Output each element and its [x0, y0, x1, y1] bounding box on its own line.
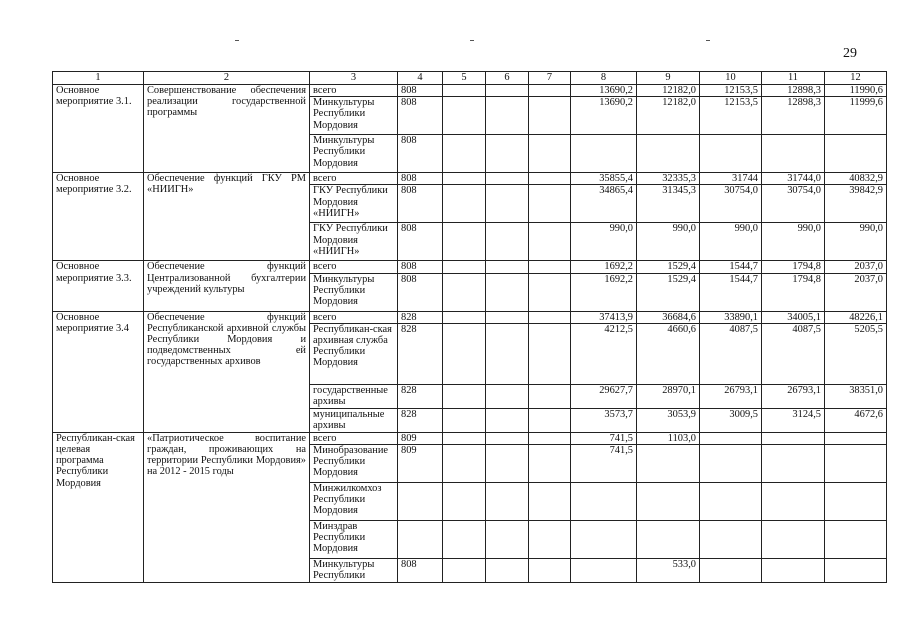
column-number: 6 — [486, 72, 529, 85]
amount-cell: 12153,5 — [700, 85, 762, 97]
amount-cell — [762, 483, 825, 521]
amount-cell: 39842,9 — [825, 185, 887, 223]
amount-cell: 12898,3 — [762, 97, 825, 135]
amount-cell — [762, 135, 825, 173]
empty-cell — [486, 323, 529, 384]
amount-cell: 4212,5 — [571, 323, 637, 384]
empty-cell — [486, 311, 529, 323]
empty-cell — [529, 559, 571, 583]
amount-cell: 1103,0 — [637, 432, 700, 444]
event-cell: Основное мероприятие 3.3. — [53, 261, 144, 311]
amount-cell — [825, 445, 887, 483]
empty-cell — [529, 445, 571, 483]
amount-cell: 3009,5 — [700, 408, 762, 432]
empty-cell — [486, 432, 529, 444]
budget-code-cell: 808 — [398, 97, 443, 135]
budget-code-cell: 828 — [398, 408, 443, 432]
amount-cell — [762, 559, 825, 583]
empty-cell — [443, 559, 486, 583]
scan-marks — [0, 40, 905, 46]
empty-cell — [443, 323, 486, 384]
program-cell: «Патриотическое воспитание граждан, проживающих на территории Республики Мордовия» на 2012 - 2015 годы — [144, 432, 310, 582]
amount-cell: 26793,1 — [700, 384, 762, 408]
amount-cell: 30754,0 — [762, 185, 825, 223]
empty-cell — [443, 483, 486, 521]
amount-cell: 11999,6 — [825, 97, 887, 135]
column-number: 5 — [443, 72, 486, 85]
column-number: 4 — [398, 72, 443, 85]
amount-cell: 1794,8 — [762, 273, 825, 311]
table-row — [53, 173, 887, 185]
amount-cell — [825, 521, 887, 559]
amount-cell: 31345,3 — [637, 185, 700, 223]
budget-table — [52, 71, 887, 583]
empty-cell — [443, 185, 486, 223]
empty-cell — [529, 408, 571, 432]
amount-cell: 741,5 — [571, 445, 637, 483]
budget-code-cell: 828 — [398, 384, 443, 408]
amount-cell: 3573,7 — [571, 408, 637, 432]
amount-cell — [825, 559, 887, 583]
program-cell: Обеспечение функций Централизованной бухгалтерии учреждений культуры — [144, 261, 310, 311]
executor-cell: Минкультуры Республики — [310, 559, 398, 583]
amount-cell: 29627,7 — [571, 384, 637, 408]
amount-cell — [825, 432, 887, 444]
scan-mark — [706, 40, 710, 41]
amount-cell: 12153,5 — [700, 97, 762, 135]
column-number: 7 — [529, 72, 571, 85]
empty-cell — [486, 559, 529, 583]
empty-cell — [486, 261, 529, 273]
amount-cell: 990,0 — [700, 223, 762, 261]
amount-cell — [637, 521, 700, 559]
amount-cell: 5205,5 — [825, 323, 887, 384]
amount-cell: 32335,3 — [637, 173, 700, 185]
empty-cell — [486, 135, 529, 173]
empty-cell — [529, 521, 571, 559]
amount-cell: 4087,5 — [762, 323, 825, 384]
amount-cell: 11990,6 — [825, 85, 887, 97]
amount-cell: 13690,2 — [571, 97, 637, 135]
amount-cell: 12182,0 — [637, 85, 700, 97]
column-number: 2 — [144, 72, 310, 85]
empty-cell — [529, 97, 571, 135]
budget-code-cell: 808 — [398, 185, 443, 223]
column-number: 11 — [762, 72, 825, 85]
amount-cell: 2037,0 — [825, 273, 887, 311]
executor-cell: всего — [310, 311, 398, 323]
event-cell: Основное мероприятие 3.1. — [53, 85, 144, 173]
amount-cell — [637, 135, 700, 173]
amount-cell — [700, 521, 762, 559]
column-number: 10 — [700, 72, 762, 85]
amount-cell — [762, 445, 825, 483]
amount-cell: 990,0 — [637, 223, 700, 261]
empty-cell — [486, 185, 529, 223]
empty-cell — [443, 223, 486, 261]
empty-cell — [529, 261, 571, 273]
empty-cell — [443, 432, 486, 444]
empty-cell — [529, 384, 571, 408]
amount-cell: 1529,4 — [637, 261, 700, 273]
amount-cell: 1692,2 — [571, 273, 637, 311]
empty-cell — [443, 521, 486, 559]
executor-cell: Республикан-ская архивная служба Республики Мордовия — [310, 323, 398, 384]
column-number-row — [53, 72, 887, 85]
empty-cell — [486, 97, 529, 135]
empty-cell — [529, 311, 571, 323]
empty-cell — [529, 85, 571, 97]
empty-cell — [443, 135, 486, 173]
empty-cell — [443, 97, 486, 135]
executor-cell: всего — [310, 261, 398, 273]
empty-cell — [529, 323, 571, 384]
amount-cell: 38351,0 — [825, 384, 887, 408]
empty-cell — [486, 384, 529, 408]
budget-code-cell: 809 — [398, 445, 443, 483]
empty-cell — [529, 432, 571, 444]
amount-cell: 4660,6 — [637, 323, 700, 384]
scan-mark — [235, 40, 239, 41]
budget-code-cell: 808 — [398, 223, 443, 261]
amount-cell — [825, 135, 887, 173]
empty-cell — [443, 173, 486, 185]
amount-cell: 28970,1 — [637, 384, 700, 408]
empty-cell — [443, 408, 486, 432]
page-number: 29 — [843, 46, 857, 61]
empty-cell — [529, 135, 571, 173]
amount-cell: 37413,9 — [571, 311, 637, 323]
empty-cell — [443, 311, 486, 323]
amount-cell: 34005,1 — [762, 311, 825, 323]
event-cell: Основное мероприятие 3.4 — [53, 311, 144, 432]
amount-cell: 741,5 — [571, 432, 637, 444]
column-number: 12 — [825, 72, 887, 85]
executor-cell: Минобразование Республики Мордовия — [310, 445, 398, 483]
executor-cell: всего — [310, 173, 398, 185]
executor-cell: всего — [310, 432, 398, 444]
amount-cell: 12182,0 — [637, 97, 700, 135]
table-row — [53, 261, 887, 273]
empty-cell — [486, 273, 529, 311]
empty-cell — [486, 408, 529, 432]
amount-cell — [700, 135, 762, 173]
amount-cell: 13690,2 — [571, 85, 637, 97]
empty-cell — [486, 483, 529, 521]
amount-cell: 31744,0 — [762, 173, 825, 185]
amount-cell — [825, 483, 887, 521]
amount-cell — [637, 483, 700, 521]
amount-cell: 990,0 — [825, 223, 887, 261]
amount-cell: 2037,0 — [825, 261, 887, 273]
amount-cell: 31744 — [700, 173, 762, 185]
amount-cell — [700, 483, 762, 521]
budget-code-cell: 808 — [398, 173, 443, 185]
amount-cell: 1794,8 — [762, 261, 825, 273]
program-cell: Обеспечение функций Республиканской архивной службы Республики Мордовия и подведомственных ей государственных архивов — [144, 311, 310, 432]
amount-cell — [700, 432, 762, 444]
column-number: 8 — [571, 72, 637, 85]
budget-code-cell: 808 — [398, 135, 443, 173]
empty-cell — [529, 223, 571, 261]
amount-cell: 48226,1 — [825, 311, 887, 323]
amount-cell: 35855,4 — [571, 173, 637, 185]
empty-cell — [443, 261, 486, 273]
amount-cell: 1692,2 — [571, 261, 637, 273]
executor-cell: ГКУ Республики Мордовия «НИИГН» — [310, 185, 398, 223]
empty-cell — [443, 445, 486, 483]
empty-cell — [443, 85, 486, 97]
event-cell: Республикан-ская целевая программа Республики Мордовия — [53, 432, 144, 582]
empty-cell — [529, 273, 571, 311]
empty-cell — [486, 85, 529, 97]
budget-code-cell: 808 — [398, 273, 443, 311]
amount-cell — [637, 445, 700, 483]
amount-cell: 3053,9 — [637, 408, 700, 432]
empty-cell — [486, 521, 529, 559]
event-cell: Основное мероприятие 3.2. — [53, 173, 144, 261]
budget-code-cell: 808 — [398, 559, 443, 583]
amount-cell — [700, 445, 762, 483]
column-number: 3 — [310, 72, 398, 85]
amount-cell: 12898,3 — [762, 85, 825, 97]
program-cell: Обеспечение функций ГКУ РМ «НИИГН» — [144, 173, 310, 261]
amount-cell: 533,0 — [637, 559, 700, 583]
empty-cell — [529, 173, 571, 185]
executor-cell: Минкультуры Республики Мордовия — [310, 273, 398, 311]
empty-cell — [443, 384, 486, 408]
empty-cell — [486, 173, 529, 185]
budget-code-cell: 828 — [398, 323, 443, 384]
amount-cell: 1544,7 — [700, 273, 762, 311]
empty-cell — [486, 223, 529, 261]
empty-cell — [486, 445, 529, 483]
amount-cell — [762, 521, 825, 559]
amount-cell: 33890,1 — [700, 311, 762, 323]
budget-code-cell: 808 — [398, 261, 443, 273]
amount-cell: 36684,6 — [637, 311, 700, 323]
column-number: 1 — [53, 72, 144, 85]
amount-cell: 40832,9 — [825, 173, 887, 185]
executor-cell: государственные архивы — [310, 384, 398, 408]
empty-cell — [529, 483, 571, 521]
amount-cell — [762, 432, 825, 444]
executor-cell: муниципальные архивы — [310, 408, 398, 432]
program-cell: Совершенствование обеспечения реализации государственной программы — [144, 85, 310, 173]
empty-cell — [443, 273, 486, 311]
table-row — [53, 432, 887, 444]
amount-cell: 990,0 — [762, 223, 825, 261]
amount-cell: 34865,4 — [571, 185, 637, 223]
budget-code-cell: 809 — [398, 432, 443, 444]
executor-cell: Минкультуры Республики Мордовия — [310, 97, 398, 135]
table-row — [53, 85, 887, 97]
amount-cell — [571, 135, 637, 173]
amount-cell: 4087,5 — [700, 323, 762, 384]
column-number: 9 — [637, 72, 700, 85]
amount-cell: 990,0 — [571, 223, 637, 261]
amount-cell — [571, 483, 637, 521]
amount-cell: 3124,5 — [762, 408, 825, 432]
table-row — [53, 311, 887, 323]
budget-code-cell: 828 — [398, 311, 443, 323]
executor-cell: ГКУ Республики Мордовия «НИИГН» — [310, 223, 398, 261]
executor-cell: Минжилкомхоз Республики Мордовия — [310, 483, 398, 521]
scan-mark — [470, 40, 474, 41]
amount-cell — [571, 521, 637, 559]
budget-code-cell — [398, 521, 443, 559]
amount-cell: 26793,1 — [762, 384, 825, 408]
amount-cell: 30754,0 — [700, 185, 762, 223]
amount-cell: 1544,7 — [700, 261, 762, 273]
amount-cell: 4672,6 — [825, 408, 887, 432]
budget-code-cell: 808 — [398, 85, 443, 97]
amount-cell: 1529,4 — [637, 273, 700, 311]
executor-cell: Минздрав Республики Мордовия — [310, 521, 398, 559]
amount-cell — [700, 559, 762, 583]
executor-cell: всего — [310, 85, 398, 97]
executor-cell: Минкультуры Республики Мордовия — [310, 135, 398, 173]
amount-cell — [571, 559, 637, 583]
budget-code-cell — [398, 483, 443, 521]
empty-cell — [529, 185, 571, 223]
